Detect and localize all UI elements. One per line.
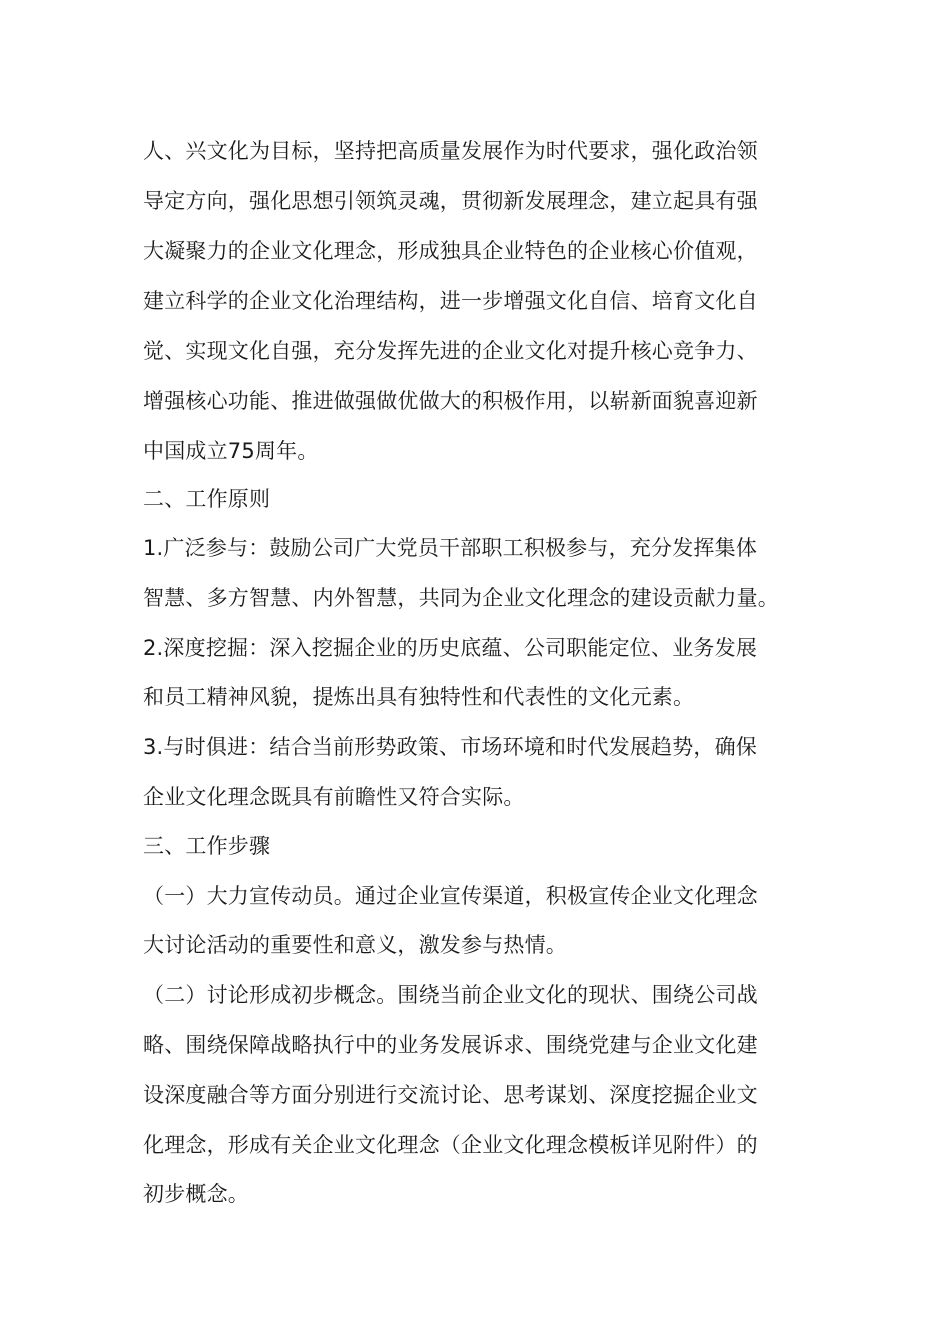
step-item: （一）大力宣传动员。通过企业宣传渠道，积极宣传企业文化理念 [143,884,758,908]
paragraph-line: 大凝聚力的企业文化理念，形成独具企业特色的企业核心价值观， [143,239,758,263]
paragraph-line: 导定方向，强化思想引领筑灵魂，贯彻新发展理念，建立起具有强 [143,189,758,213]
paragraph-line: 略、围绕保障战略执行中的业务发展诉求、围绕党建与企业文化建 [143,1033,758,1057]
paragraph-line: 中国成立75周年。 [143,439,319,463]
principle-item: 2.深度挖掘：深入挖掘企业的历史底蕴、公司职能定位、业务发展 [143,636,758,660]
paragraph-line: 人、兴文化为目标，坚持把高质量发展作为时代要求，强化政治领 [143,139,758,163]
section-heading: 二、工作原则 [143,487,271,511]
section-heading: 三、工作步骤 [143,834,271,858]
paragraph-line: 觉、实现文化自强，充分发挥先进的企业文化对提升核心竞争力、 [143,339,758,363]
paragraph-line: 设深度融合等方面分别进行交流讨论、思考谋划、深度挖掘企业文 [143,1083,758,1107]
step-item: （二）讨论形成初步概念。围绕当前企业文化的现状、围绕公司战 [143,983,758,1007]
paragraph-line: 企业文化理念既具有前瞻性又符合实际。 [143,785,525,809]
paragraph-line: 和员工精神风貌，提炼出具有独特性和代表性的文化元素。 [143,685,695,709]
paragraph-line: 初步概念。 [143,1182,249,1206]
principle-item: 1.广泛参与：鼓励公司广大党员干部职工积极参与，充分发挥集体 [143,536,758,560]
paragraph-line: 增强核心功能、推进做强做优做大的积极作用，以崭新面貌喜迎新 [143,389,758,413]
paragraph-line: 智慧、多方智慧、内外智慧，共同为企业文化理念的建设贡献力量。 [143,586,779,610]
paragraph-line: 建立科学的企业文化治理结构，进一步增强文化自信、培育文化自 [143,289,758,313]
paragraph-line: 大讨论活动的重要性和意义，激发参与热情。 [143,933,567,957]
paragraph-line: 化理念，形成有关企业文化理念（企业文化理念模板详见附件）的 [143,1133,758,1157]
principle-item: 3.与时俱进：结合当前形势政策、市场环境和时代发展趋势，确保 [143,735,758,759]
